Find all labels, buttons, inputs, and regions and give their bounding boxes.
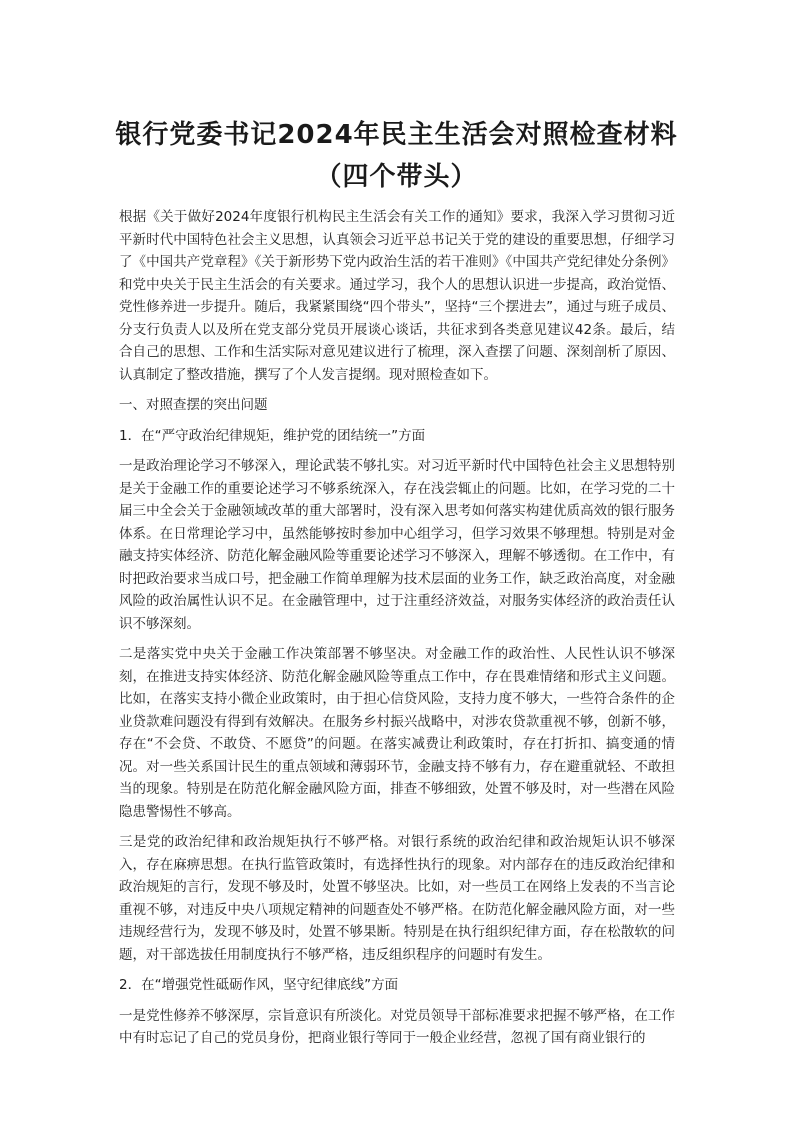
paragraph: 三是党的政治纪律和政治规矩执行不够严格。对银行系统的政治纪律和政治规矩认识不够深入，存在麻痹思想。在执行监管政策时，有选择性执行的现象。对内部存在的违反政治纪律和政治规矩的言行，发现不够及时，处置不够坚决。比如，对一些员工在网络上发表的不当言论重视不够，对违反中央八项规定精神的问题查处不够严格。在防范化解金融风险方面，对一些违规经营行为，发现不够及时，处置不够果断。特别是在执行组织纪律方面，存在松散软的问题，对干部选拔任用制度执行不够严格，违反组织程序的问题时有发生。 (119, 834, 675, 963)
subsection-heading: 2．在“增强党性砥砺作风，坚守纪律底线”方面 (119, 977, 399, 993)
intro-paragraph: 根据《关于做好2024年度银行机构民主生活会有关工作的通知》要求，我深入学习贯彻习近平新时代中国特色社会主义思想，认真领会习近平总书记关于党的建设的重要思想，仔细学习了《中国共产党章程》《关于新形势下党内政治生活的若干准则》《中国共产党纪律处分条例》和党中央关于民主生活会的有关要求。通过学习，我个人的思想认识进一步提高，政治觉悟、党性修养进一步提升。随后，我紧紧围绕“四个带头”，坚持“三个摆进去”，通过与班子成员、分支行负责人以及所在党支部分党员开展谈心谈话，共征求到各类意见建议42条。最后，结合自己的思想、工作和生活实际对意见建议进行了梳理，深入查摆了问题、深刻剖析了原因、认真制定了整改措施，撰写了个人发言提纲。现对照检查如下。 (119, 209, 675, 383)
section-heading: 一、对照查摆的突出问题 (119, 397, 268, 413)
paragraph: 二是落实党中央关于金融工作决策部署不够坚决。对金融工作的政治性、人民性认识不够深刻，在推进支持实体经济、防范化解金融风险等重点工作中，存在畏难情绪和形式主义问题。比如，在落实支持小微企业政策时，由于担心信贷风险，支持力度不够大，一些符合条件的企业贷款难问题没有得到有效解决。在服务乡村振兴战略中，对涉农贷款重视不够，创新不够，存在“不会贷、不敢贷、不愿贷”的问题。在落实减费让利政策时，存在打折扣、搞变通的情况。对一些关系国计民生的重点领域和薄弱环节，金融支持不够有力，存在避重就轻、不敢担当的现象。特别是在防范化解金融风险方面，排查不够细致，处置不够及时，对一些潜在风险隐患警惕性不够高。 (119, 646, 675, 820)
paragraph: 一是政治理论学习不够深入，理论武装不够扎实。对习近平新时代中国特色社会主义思想特别是关于金融工作的重要论述学习不够系统深入，存在浅尝辄止的问题。比如，在学习党的二十届三中全会关于金融领域改革的重大部署时，没有深入思考如何落实构建优质高效的银行服务体系。在日常理论学习中，虽然能够按时参加中心组学习，但学习效果不够理想。特别是对金融支持实体经济、防范化解金融风险等重要论述学习不够深入，理解不够透彻。在工作中，有时把政治要求当成口号，把金融工作简单理解为技术层面的业务工作，缺乏政治高度，对金融风险的政治属性认识不足。在金融管理中，过于注重经济效益，对服务实体经济的政治责任认识不够深刻。 (119, 458, 675, 632)
document-title: 银行党委书记2024年民主生活会对照检查材料（四个带头） (115, 120, 678, 192)
subsection-heading: 1．在“严守政治纪律规矩，维护党的团结统一”方面 (119, 427, 426, 444)
paragraph: 一是党性修养不够深厚，宗旨意识有所淡化。对党员领导干部标准要求把握不够严格，在工作中有时忘记了自己的党员身份，把商业银行等同于一般企业经营，忽视了国有商业银行的 (119, 1007, 675, 1046)
document-body (119, 206, 675, 1058)
